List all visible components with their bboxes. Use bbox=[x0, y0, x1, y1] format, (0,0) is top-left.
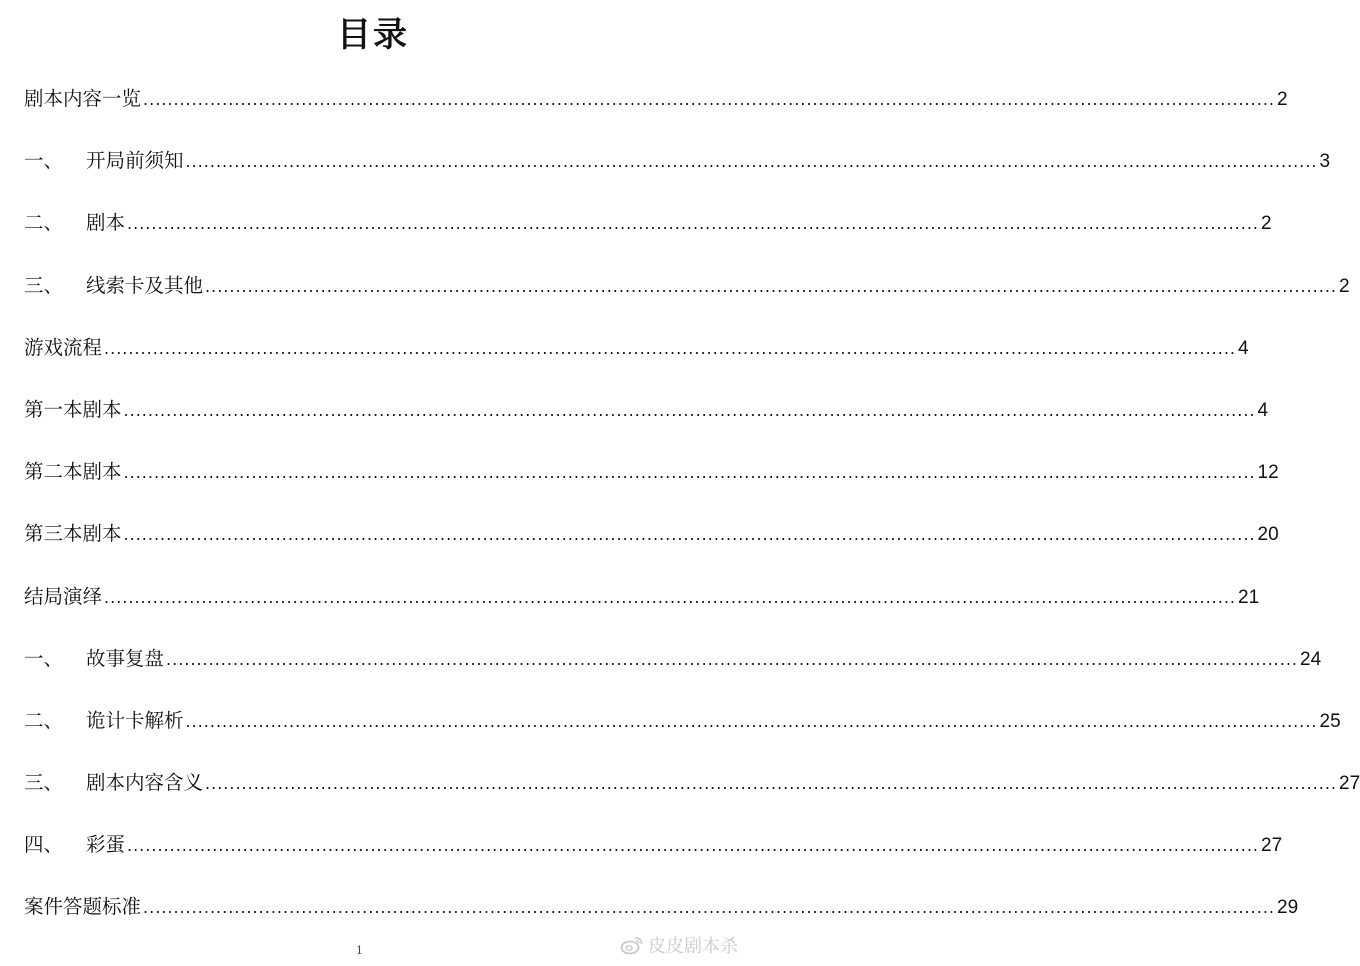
toc-entry-label: 诡计卡解析 bbox=[86, 708, 184, 732]
toc-entry-label: 剧本 bbox=[86, 211, 126, 235]
toc-entry-page: 3 bbox=[1319, 151, 1331, 173]
toc-entry-label: 第二本剧本 bbox=[24, 460, 122, 484]
table-of-contents bbox=[24, 74, 1360, 945]
toc-entry-page: 27 bbox=[1339, 773, 1360, 795]
toc-entry-label: 彩蛋 bbox=[86, 833, 126, 857]
toc-entry-number: 四、 bbox=[24, 833, 64, 857]
toc-entry-page: 27 bbox=[1261, 835, 1283, 857]
toc-entry-number: 三、 bbox=[24, 771, 64, 795]
watermark-text: 皮皮剧本杀 bbox=[648, 936, 738, 957]
toc-dot-leader: .......................................................................................................................................................................................... bbox=[205, 774, 1337, 794]
toc-entry-page: 2 bbox=[1339, 275, 1350, 297]
toc-dot-leader: .......................................................................................................................................................................................... bbox=[123, 463, 1256, 483]
toc-dot-leader: .......................................................................................................................................................................................... bbox=[185, 152, 1318, 172]
toc-entry[interactable] bbox=[24, 136, 1331, 198]
toc-dot-leader: .......................................................................................................................................................................................... bbox=[127, 836, 1259, 856]
toc-entry-page: 20 bbox=[1257, 524, 1279, 546]
toc-entry-label: 案件答题标准 bbox=[24, 895, 142, 919]
toc-entry-page: 21 bbox=[1238, 586, 1260, 608]
toc-dot-leader: .......................................................................................................................................................................................... bbox=[205, 276, 1337, 296]
watermark bbox=[620, 932, 738, 958]
toc-dot-leader: .......................................................................................................................................................................................... bbox=[127, 214, 1259, 234]
toc-entry[interactable] bbox=[24, 820, 1283, 882]
toc-entry[interactable] bbox=[24, 198, 1272, 260]
toc-entry-label: 剧本内容含义 bbox=[86, 771, 204, 795]
toc-dot-leader: .......................................................................................................................................................................................... bbox=[166, 649, 1298, 669]
toc-entry[interactable] bbox=[24, 758, 1360, 820]
toc-entry-page: 24 bbox=[1300, 648, 1322, 670]
toc-entry-page: 29 bbox=[1277, 897, 1299, 919]
toc-dot-leader: .......................................................................................................................................................................................... bbox=[143, 898, 1275, 918]
toc-entry[interactable] bbox=[24, 385, 1269, 447]
toc-entry-number: 二、 bbox=[24, 211, 64, 235]
toc-entry-label: 故事复盘 bbox=[86, 646, 165, 670]
toc-entry-label: 第一本剧本 bbox=[24, 397, 122, 421]
toc-entry[interactable] bbox=[24, 261, 1350, 323]
toc-entry-label: 线索卡及其他 bbox=[86, 273, 204, 297]
toc-entry-number: 一、 bbox=[24, 149, 64, 173]
toc-entry[interactable] bbox=[24, 447, 1279, 509]
toc-entry-page: 2 bbox=[1261, 213, 1272, 235]
toc-entry-label: 第三本剧本 bbox=[24, 522, 122, 546]
toc-entry[interactable] bbox=[24, 572, 1260, 634]
toc-entry-page: 12 bbox=[1257, 462, 1279, 484]
toc-dot-leader: .......................................................................................................................................................................................... bbox=[185, 711, 1318, 731]
toc-entry[interactable] bbox=[24, 509, 1279, 571]
toc-dot-leader: .......................................................................................................................................................................................... bbox=[143, 90, 1275, 109]
toc-entry[interactable] bbox=[24, 696, 1341, 758]
toc-entry-page: 4 bbox=[1257, 399, 1269, 421]
toc-dot-leader: .......................................................................................................................................................................................... bbox=[123, 400, 1256, 420]
toc-entry-label: 结局演绎 bbox=[24, 584, 103, 608]
toc-dot-leader: .......................................................................................................................................................................................... bbox=[104, 587, 1236, 607]
toc-entry-number: 三、 bbox=[24, 273, 64, 297]
toc-entry-page: 25 bbox=[1319, 710, 1341, 732]
toc-entry-label: 开局前须知 bbox=[86, 149, 184, 173]
toc-entry-label: 游戏流程 bbox=[24, 335, 103, 359]
toc-entry-number: 一、 bbox=[24, 646, 64, 670]
footer-page-number: 1 bbox=[356, 944, 363, 957]
toc-entry-page: 2 bbox=[1277, 89, 1288, 110]
toc-dot-leader: .......................................................................................................................................................................................... bbox=[123, 525, 1256, 545]
toc-entry[interactable] bbox=[24, 323, 1249, 385]
toc-entry-number: 二、 bbox=[24, 708, 64, 732]
page-title: 目录 bbox=[337, 15, 409, 55]
toc-entry[interactable] bbox=[24, 634, 1322, 696]
toc-entry[interactable] bbox=[24, 74, 1288, 136]
toc-entry[interactable] bbox=[24, 882, 1299, 944]
toc-dot-leader: .......................................................................................................................................................................................... bbox=[104, 338, 1236, 358]
toc-entry-label: 剧本内容一览 bbox=[24, 87, 142, 110]
toc-entry-page: 4 bbox=[1238, 337, 1249, 359]
weibo-icon bbox=[620, 935, 644, 955]
